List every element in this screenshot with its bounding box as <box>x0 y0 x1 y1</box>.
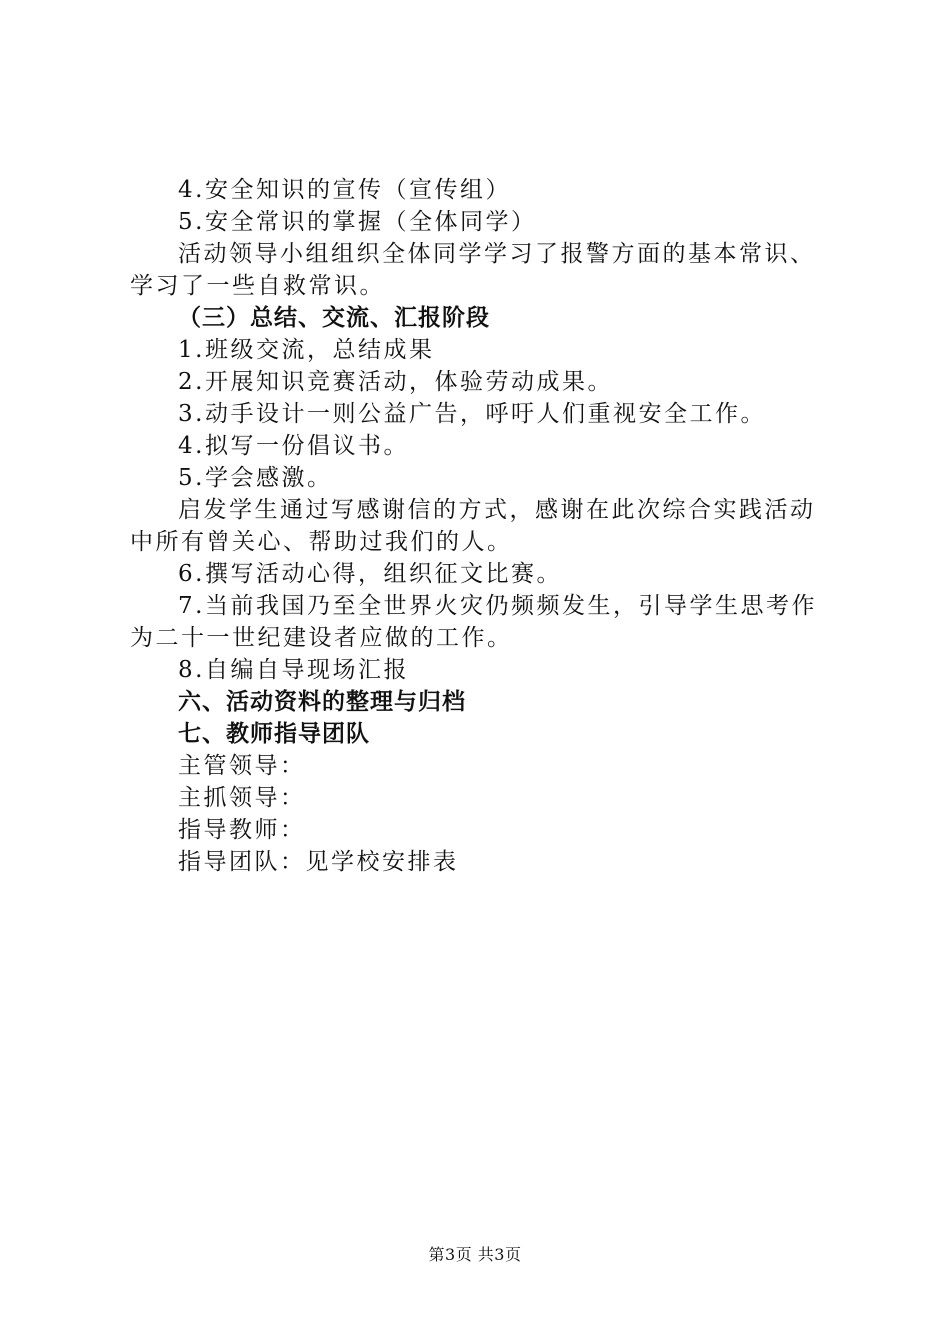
paragraph-line-continued: 中所有曾关心、帮助过我们的人。 <box>130 529 513 555</box>
list-item-knowledge: 5.安全常识的掌握（全体同学） <box>178 209 537 235</box>
list-item: 8.自编自导现场汇报 <box>178 657 409 683</box>
list-item: 2.开展知识竞赛活动，体验劳动成果。 <box>178 369 613 395</box>
list-item-publicity: 4.安全知识的宣传（宣传组） <box>178 177 511 203</box>
paragraph-line: 活动领导小组组织全体同学学习了报警方面的基本常识、 <box>178 241 816 267</box>
section-heading-summary: （三）总结、交流、汇报阶段 <box>178 305 490 331</box>
list-item: 1.班级交流，总结成果 <box>178 337 435 363</box>
section-heading-team: 七、教师指导团队 <box>178 721 370 747</box>
team-field-supervisor: 主管领导： <box>178 753 306 779</box>
document-body <box>130 174 830 878</box>
list-item: 4.拟写一份倡议书。 <box>178 433 409 459</box>
paragraph-line: 启发学生通过写感谢信的方式，感谢在此次综合实践活动 <box>178 497 816 523</box>
team-field-lead: 主抓领导： <box>178 785 306 811</box>
list-item: 7.当前我国乃至全世界火灾仍频频发生，引导学生思考作 <box>178 593 817 619</box>
list-item: 3.动手设计一则公益广告，呼吁人们重视安全工作。 <box>178 401 766 427</box>
list-item: 5.学会感激。 <box>178 465 333 491</box>
page-number-footer: 第3页 共3页 <box>428 1245 522 1264</box>
paragraph-line-continued: 学习了一些自救常识。 <box>130 273 385 299</box>
paragraph-line-continued: 为二十一世纪建设者应做的工作。 <box>130 625 513 651</box>
team-field-teacher: 指导教师： <box>178 817 306 843</box>
list-item: 6.撰写活动心得，组织征文比赛。 <box>178 561 562 587</box>
team-field-group: 指导团队：见学校安排表 <box>178 849 459 875</box>
section-heading-archive: 六、活动资料的整理与归档 <box>178 689 466 715</box>
